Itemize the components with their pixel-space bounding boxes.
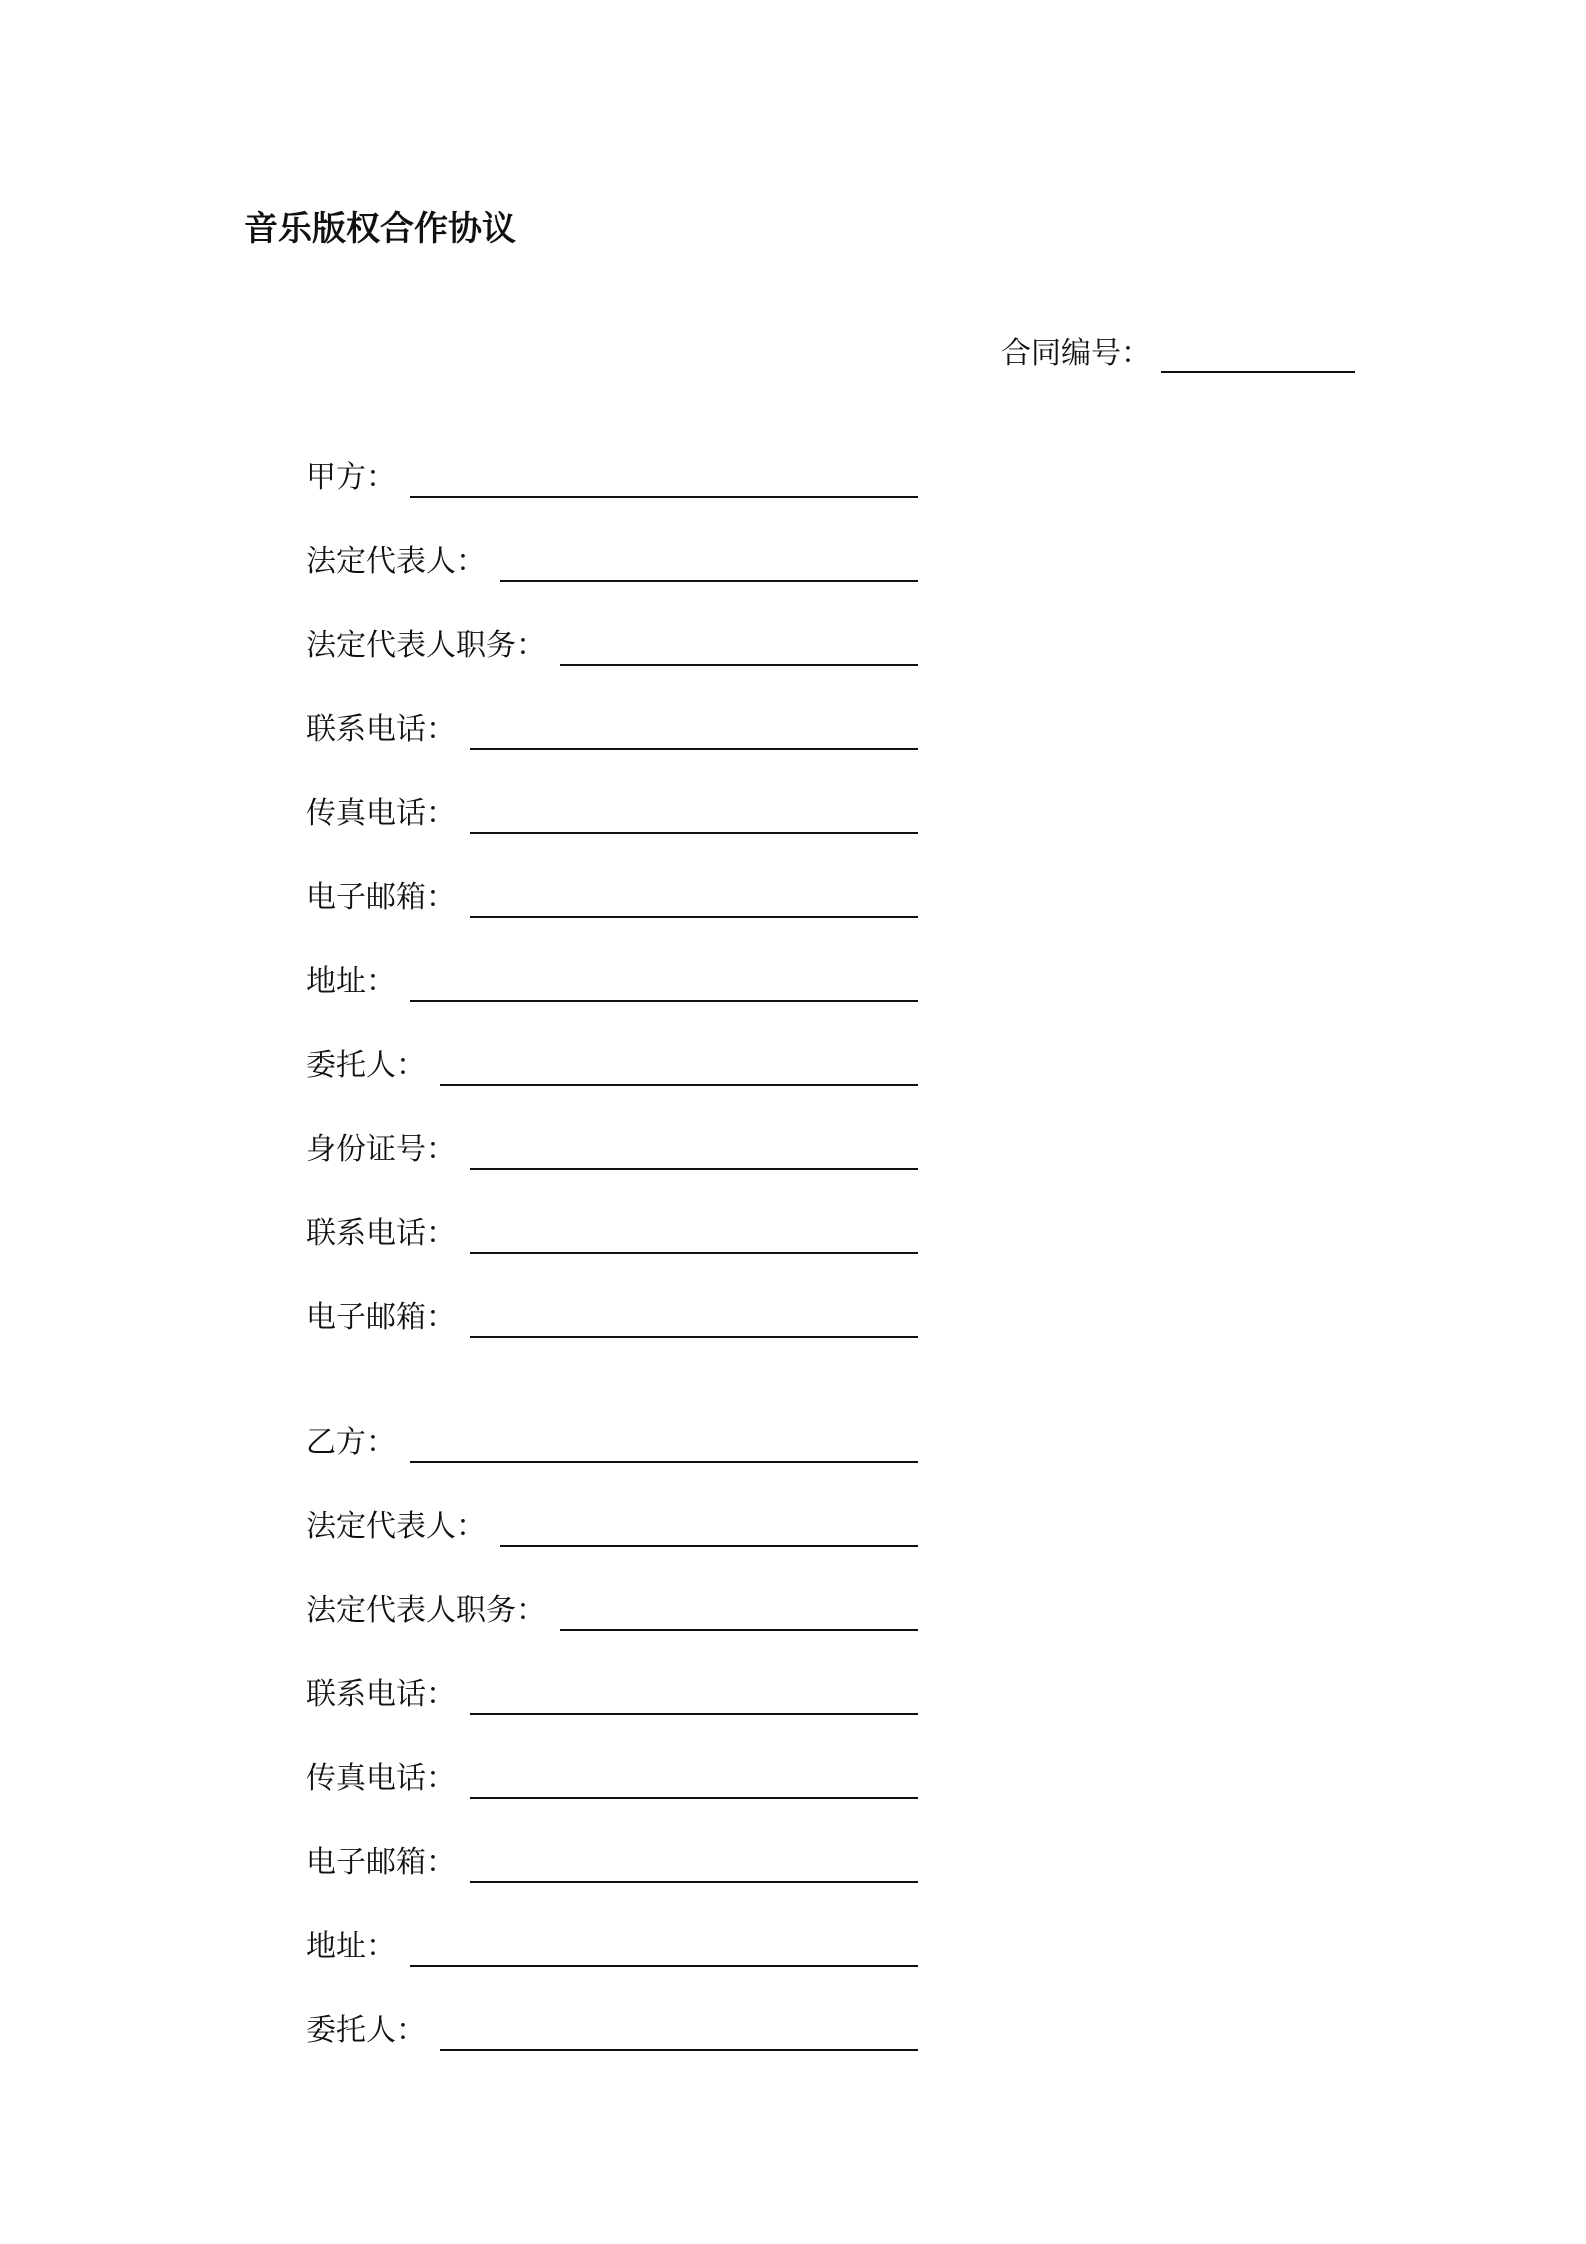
field-blank[interactable] (410, 1925, 918, 1967)
document-title: 音乐版权合作协议 (244, 209, 516, 249)
party-a-field (306, 1288, 918, 1340)
field-label: 法定代表人职务： (306, 1593, 546, 1628)
field-blank[interactable] (560, 1589, 918, 1631)
field-blank[interactable] (470, 1296, 918, 1338)
field-label: 电子邮箱： (306, 1300, 456, 1335)
party-b-field (306, 2001, 918, 2053)
field-label: 委托人： (306, 1048, 426, 1083)
party-a-field (306, 952, 918, 1004)
field-label: 联系电话： (306, 1677, 456, 1712)
field-label: 传真电话： (306, 796, 456, 831)
party-a-field (306, 1120, 918, 1172)
party-b-field (306, 1497, 918, 1549)
party-b-field (306, 1413, 918, 1465)
party-a-field (306, 616, 918, 668)
field-blank[interactable] (560, 624, 918, 666)
field-label: 法定代表人： (306, 1509, 486, 1544)
party-a-field (306, 1204, 918, 1256)
field-label: 身份证号： (306, 1132, 456, 1167)
field-label: 委托人： (306, 2013, 426, 2048)
field-blank[interactable] (470, 1757, 918, 1799)
party-b-field (306, 1917, 918, 1969)
field-label: 法定代表人： (306, 544, 486, 579)
party-b-field (306, 1833, 918, 1885)
field-blank[interactable] (470, 1673, 918, 1715)
field-blank[interactable] (410, 456, 918, 498)
field-blank[interactable] (440, 2009, 918, 2051)
party-b-field (306, 1581, 918, 1633)
party-b-field (306, 1749, 918, 1801)
field-label: 地址： (306, 964, 396, 999)
party-b-field (306, 1665, 918, 1717)
field-label: 乙方： (306, 1425, 396, 1460)
field-blank[interactable] (500, 540, 918, 582)
field-blank[interactable] (440, 1044, 918, 1086)
contract-number-label: 合同编号： (1001, 336, 1151, 371)
party-a-field (306, 700, 918, 752)
field-blank[interactable] (470, 876, 918, 918)
field-label: 电子邮箱： (306, 1845, 456, 1880)
field-blank[interactable] (470, 792, 918, 834)
field-label: 甲方： (306, 460, 396, 495)
field-blank[interactable] (470, 1212, 918, 1254)
party-a-field (306, 868, 918, 920)
field-label: 联系电话： (306, 712, 456, 747)
field-label: 电子邮箱： (306, 880, 456, 915)
party-a-field (306, 1036, 918, 1088)
field-label: 地址： (306, 1929, 396, 1964)
field-blank[interactable] (410, 960, 918, 1002)
field-blank[interactable] (470, 1841, 918, 1883)
contract-number-blank[interactable] (1161, 333, 1355, 373)
field-blank[interactable] (500, 1505, 918, 1547)
field-label: 传真电话： (306, 1761, 456, 1796)
field-label: 联系电话： (306, 1216, 456, 1251)
field-blank[interactable] (470, 708, 918, 750)
party-a-field (306, 532, 918, 584)
contract-number-row (1001, 328, 1355, 376)
party-a-field (306, 784, 918, 836)
field-blank[interactable] (470, 1128, 918, 1170)
field-blank[interactable] (410, 1421, 918, 1463)
party-a-field (306, 448, 918, 500)
field-label: 法定代表人职务： (306, 628, 546, 663)
